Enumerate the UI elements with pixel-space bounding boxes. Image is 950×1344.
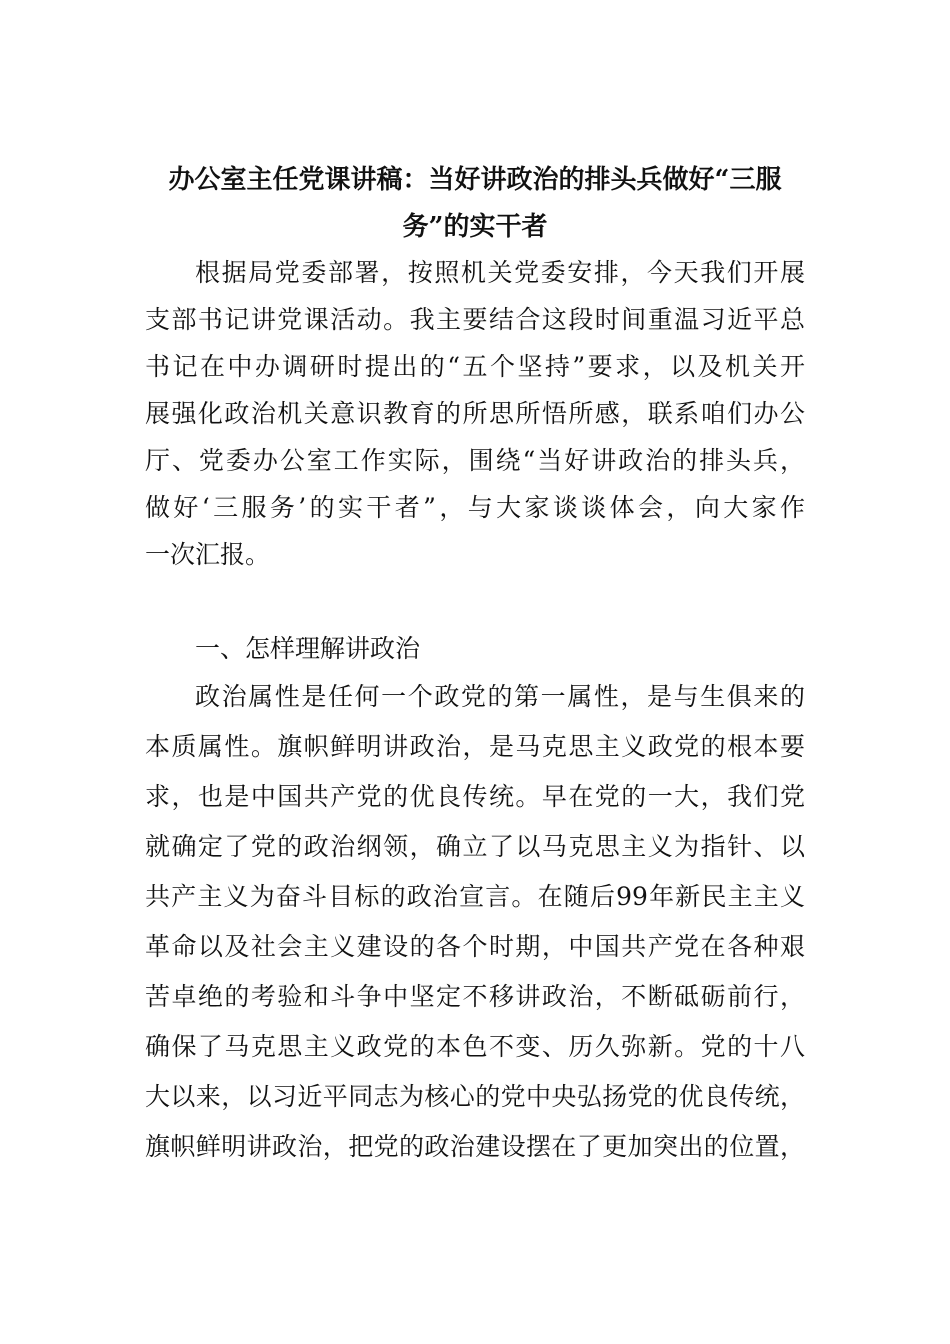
text-line: 革命以及社会主义建设的各个时期，中国共产党在各种艰 (145, 932, 805, 961)
text-line: 政治属性是任何一个政党的第一属性，是与生俱来的 (195, 682, 805, 711)
text-line: 书记在中办调研时提出的“五个坚持”要求，以及机关开 (145, 352, 805, 381)
text-line: 旗帜鲜明讲政治，把党的政治建设摆在了更加突出的位置， (145, 1132, 805, 1161)
text-line: 支部书记讲党课活动。我主要结合这段时间重温习近平总 (145, 305, 805, 334)
text-line: 一次汇报。 (145, 540, 271, 569)
text-line: 本质属性。旗帜鲜明讲政治，是马克思主义政党的根本要 (145, 732, 805, 761)
section-heading: 一、怎样理解讲政治 (195, 634, 421, 663)
text-line: 共产主义为奋斗目标的政治宣言。在随后99年新民主主义 (145, 882, 805, 911)
document-title (140, 157, 810, 251)
title-line: 务”的实干者 (402, 212, 548, 242)
text-line: 展强化政治机关意识教育的所思所悟所感，联系咱们办公 (145, 399, 805, 428)
title-line: 办公室主任党课讲稿：当好讲政治的排头兵做好“三服 (168, 165, 782, 195)
paragraph-intro (145, 249, 805, 578)
text-line: 苦卓绝的考验和斗争中坚定不移讲政治，不断砥砺前行， (145, 982, 805, 1011)
text-line: 大以来，以习近平同志为核心的党中央弘扬党的优良传统， (145, 1082, 805, 1111)
section-one (145, 625, 805, 1172)
text-line: 根据局党委部署，按照机关党委安排，今天我们开展 (195, 258, 805, 287)
text-line: 确保了马克思主义政党的本色不变、历久弥新。党的十八 (145, 1032, 805, 1061)
text-line: 就确定了党的政治纲领，确立了以马克思主义为指针、以 (145, 832, 805, 861)
text-line: 做好‘三服务’的实干者”，与大家谈谈体会，向大家作 (145, 493, 805, 522)
text-line: 厅、党委办公室工作实际，围绕“当好讲政治的排头兵， (145, 446, 805, 475)
text-line: 求，也是中国共产党的优良传统。早在党的一大，我们党 (145, 782, 805, 811)
